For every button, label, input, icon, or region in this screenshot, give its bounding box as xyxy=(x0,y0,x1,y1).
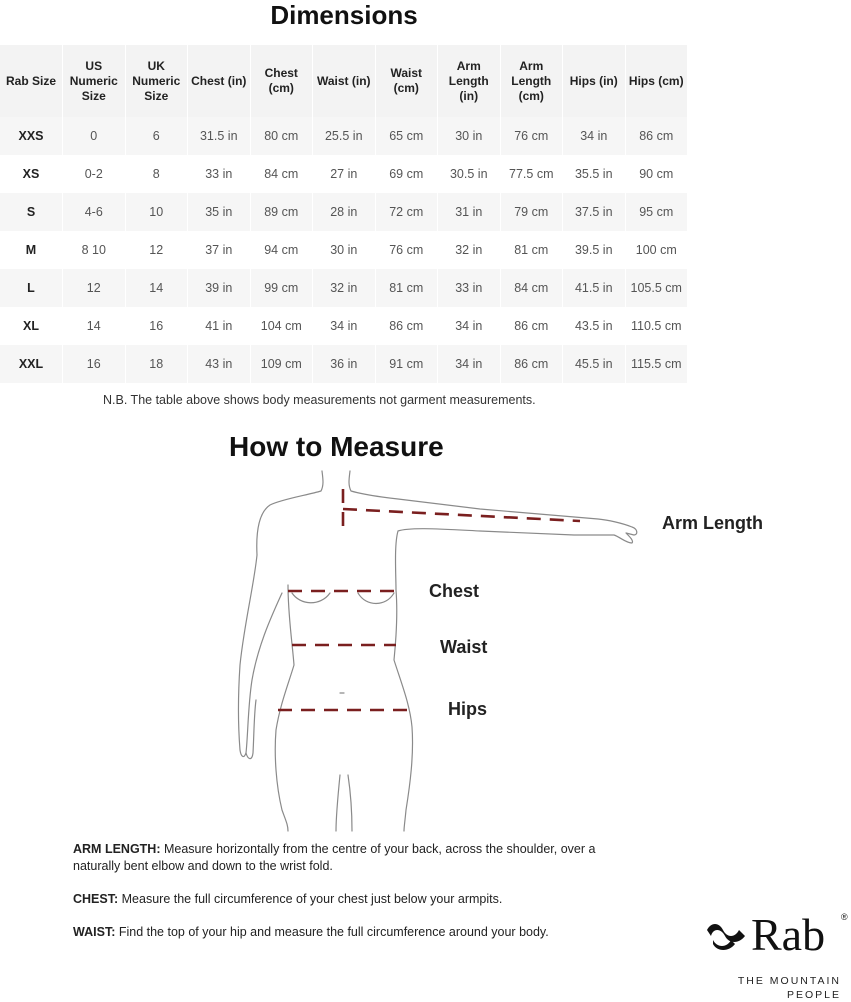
size-cell: L xyxy=(0,269,63,307)
table-cell: 34 in xyxy=(438,345,501,383)
table-cell: 99 cm xyxy=(250,269,313,307)
column-header: Rab Size xyxy=(0,45,63,117)
table-cell: 45.5 in xyxy=(563,345,626,383)
inner-leg-left xyxy=(336,775,340,831)
table-cell: 115.5 cm xyxy=(625,345,688,383)
waist-description xyxy=(73,924,673,941)
column-header: Chest (in) xyxy=(188,45,251,117)
table-cell: 31 in xyxy=(438,193,501,231)
table-cell: 34 in xyxy=(313,307,376,345)
table-row xyxy=(0,307,688,345)
chest-desc-text: Measure the full circumference of your chest just below your armpits. xyxy=(121,892,503,906)
table-cell: 27 in xyxy=(313,155,376,193)
table-row xyxy=(0,193,688,231)
table-cell: 39.5 in xyxy=(563,231,626,269)
table-cell: 76 cm xyxy=(500,117,563,155)
left-chest-contour xyxy=(292,593,330,603)
table-cell: 30 in xyxy=(313,231,376,269)
table-cell: 32 in xyxy=(438,231,501,269)
chest-desc-title: CHEST: xyxy=(73,892,119,906)
table-cell: 34 in xyxy=(563,117,626,155)
registered-mark: ® xyxy=(841,912,848,922)
arm-length-label: Arm Length xyxy=(662,513,763,533)
size-cell: S xyxy=(0,193,63,231)
size-cell: XXL xyxy=(0,345,63,383)
table-cell: 41 in xyxy=(188,307,251,345)
table-cell: 34 in xyxy=(438,307,501,345)
hips-label: Hips xyxy=(448,699,488,719)
table-cell: 10 xyxy=(125,193,188,231)
table-cell: 86 cm xyxy=(500,345,563,383)
table-cell: 0 xyxy=(63,117,126,155)
table-cell: 94 cm xyxy=(250,231,313,269)
table-cell: 84 cm xyxy=(500,269,563,307)
table-cell: 32 in xyxy=(313,269,376,307)
size-cell: M xyxy=(0,231,63,269)
table-cell: 90 cm xyxy=(625,155,688,193)
table-cell: 37 in xyxy=(188,231,251,269)
table-header-row xyxy=(0,45,688,117)
table-cell: 86 cm xyxy=(375,307,438,345)
table-cell: 33 in xyxy=(188,155,251,193)
table-row xyxy=(0,231,688,269)
table-cell: 77.5 cm xyxy=(500,155,563,193)
body-measurements-note: N.B. The table above shows body measurements not garment measurements. xyxy=(103,393,536,407)
table-cell: 0-2 xyxy=(63,155,126,193)
table-cell: 72 cm xyxy=(375,193,438,231)
table-cell: 86 cm xyxy=(625,117,688,155)
column-header: Hips (cm) xyxy=(625,45,688,117)
rab-mountain-icon xyxy=(705,918,751,958)
table-cell: 95 cm xyxy=(625,193,688,231)
table-cell: 6 xyxy=(125,117,188,155)
table-cell: 35 in xyxy=(188,193,251,231)
table-body xyxy=(0,117,688,383)
waist-label: Waist xyxy=(440,637,488,657)
chest-label: Chest xyxy=(429,581,480,601)
table-cell: 81 cm xyxy=(500,231,563,269)
table-cell: 14 xyxy=(63,307,126,345)
chest-description xyxy=(73,891,633,908)
waist-desc-text: Find the top of your hip and measure the full circumference around your body. xyxy=(118,925,549,939)
table-cell: 14 xyxy=(125,269,188,307)
table-cell: 39 in xyxy=(188,269,251,307)
table-cell: 43 in xyxy=(188,345,251,383)
table-cell: 104 cm xyxy=(250,307,313,345)
size-cell: XXS xyxy=(0,117,63,155)
logo-tagline: THE MOUNTAIN PEOPLE xyxy=(737,975,841,1001)
size-cell: XL xyxy=(0,307,63,345)
table-cell: 25.5 in xyxy=(313,117,376,155)
table-cell: 81 cm xyxy=(375,269,438,307)
column-header: Hips (in) xyxy=(563,45,626,117)
left-shoulder-outline xyxy=(257,471,323,555)
dimensions-table xyxy=(0,45,688,383)
table-cell: 69 cm xyxy=(375,155,438,193)
arm-length-description xyxy=(73,841,618,875)
table-cell: 31.5 in xyxy=(188,117,251,155)
right-chest-contour xyxy=(358,593,394,604)
rab-logo xyxy=(703,910,848,1000)
table-cell: 30.5 in xyxy=(438,155,501,193)
inner-leg-right xyxy=(348,775,352,831)
table-cell: 80 cm xyxy=(250,117,313,155)
table-cell: 91 cm xyxy=(375,345,438,383)
table-cell: 110.5 cm xyxy=(625,307,688,345)
table-cell: 8 10 xyxy=(63,231,126,269)
table-cell: 86 cm xyxy=(500,307,563,345)
table-cell: 43.5 in xyxy=(563,307,626,345)
table-row xyxy=(0,117,688,155)
table-cell: 76 cm xyxy=(375,231,438,269)
table-row xyxy=(0,345,688,383)
table-row xyxy=(0,155,688,193)
column-header: UK Numeric Size xyxy=(125,45,188,117)
column-header: Arm Length (in) xyxy=(438,45,501,117)
table-cell: 30 in xyxy=(438,117,501,155)
column-header: Waist (in) xyxy=(313,45,376,117)
column-header: Arm Length (cm) xyxy=(500,45,563,117)
waist-desc-title: WAIST: xyxy=(73,925,116,939)
column-header: US Numeric Size xyxy=(63,45,126,117)
table-cell: 41.5 in xyxy=(563,269,626,307)
column-header: Chest (cm) xyxy=(250,45,313,117)
page-title: Dimensions xyxy=(270,0,418,30)
table-row xyxy=(0,269,688,307)
table-cell: 16 xyxy=(63,345,126,383)
table-cell: 36 in xyxy=(313,345,376,383)
logo-wordmark: Rab xyxy=(751,909,826,960)
table-cell: 33 in xyxy=(438,269,501,307)
table-cell: 89 cm xyxy=(250,193,313,231)
arm-length-desc-title: ARM LENGTH: xyxy=(73,842,161,856)
table-cell: 4-6 xyxy=(63,193,126,231)
right-arm-outline xyxy=(349,471,637,590)
table-cell: 37.5 in xyxy=(563,193,626,231)
table-cell: 18 xyxy=(125,345,188,383)
how-to-measure-title: How to Measure xyxy=(229,431,444,462)
table-cell: 12 xyxy=(63,269,126,307)
torso-left-outline xyxy=(275,585,294,831)
table-cell: 8 xyxy=(125,155,188,193)
table-cell: 109 cm xyxy=(250,345,313,383)
arm-length-desc-text: Measure horizontally from the centre of your back, across the shoulder, over a naturally bent elbow and down to the wrist fold. xyxy=(73,842,596,873)
size-cell: XS xyxy=(0,155,63,193)
table-cell: 16 xyxy=(125,307,188,345)
table-cell: 12 xyxy=(125,231,188,269)
table-cell: 100 cm xyxy=(625,231,688,269)
table-cell: 79 cm xyxy=(500,193,563,231)
column-header: Waist (cm) xyxy=(375,45,438,117)
table-cell: 105.5 cm xyxy=(625,269,688,307)
table-cell: 84 cm xyxy=(250,155,313,193)
table-cell: 28 in xyxy=(313,193,376,231)
left-arm-outline xyxy=(239,555,283,757)
table-cell: 35.5 in xyxy=(563,155,626,193)
table-cell: 65 cm xyxy=(375,117,438,155)
